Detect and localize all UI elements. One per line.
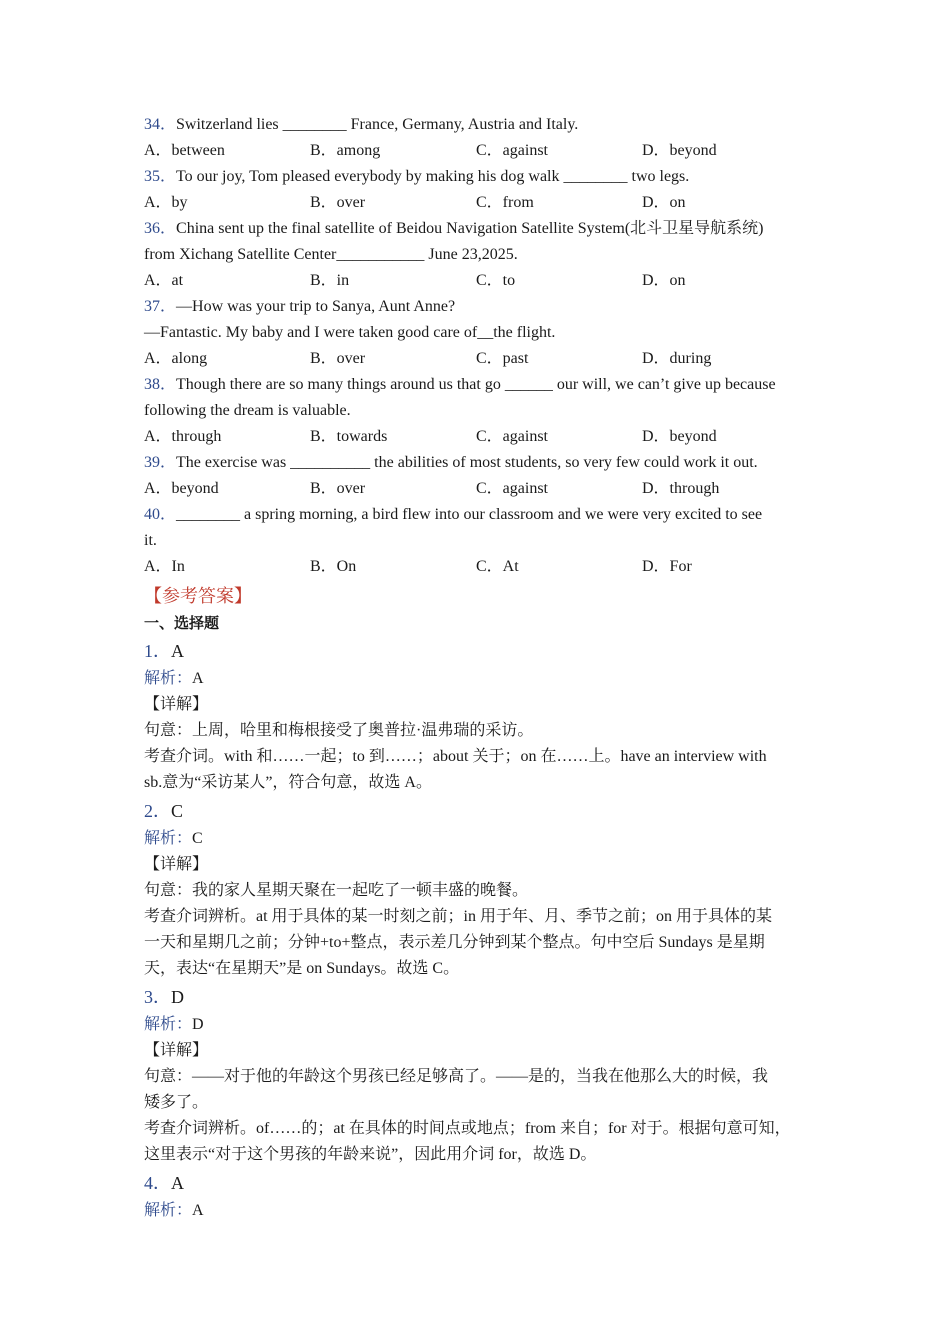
answer-letter: D bbox=[171, 987, 184, 1007]
option-d: D．beyond bbox=[642, 428, 717, 445]
question-stem bbox=[144, 112, 816, 138]
option-b: B．On bbox=[310, 558, 357, 575]
question-number: 36． bbox=[144, 220, 177, 237]
question-stem bbox=[144, 450, 816, 476]
question-number: 39． bbox=[144, 454, 177, 471]
detail-label: 【详解】 bbox=[144, 696, 209, 713]
option-d: D．during bbox=[642, 350, 712, 367]
answer-1 bbox=[144, 636, 816, 796]
option-b: B．among bbox=[310, 142, 381, 159]
answer-2 bbox=[144, 796, 816, 982]
answer-number: 1． bbox=[144, 641, 171, 661]
answer-number: 4． bbox=[144, 1173, 171, 1193]
analysis-line bbox=[144, 1012, 816, 1038]
explanation-line: 句意：上周，哈里和梅根接受了奥普拉·温弗瑞的采访。 bbox=[144, 722, 534, 739]
question-number: 35． bbox=[144, 168, 177, 185]
analysis-answer: A bbox=[192, 1202, 204, 1219]
option-a: A．through bbox=[144, 428, 222, 445]
question-number: 34． bbox=[144, 116, 177, 133]
option-c: C．against bbox=[476, 480, 548, 497]
analysis-answer: A bbox=[192, 670, 204, 687]
option-c: C．past bbox=[476, 350, 529, 367]
option-a: A．by bbox=[144, 194, 188, 211]
answer-4 bbox=[144, 1168, 816, 1224]
question-text: Switzerland lies ________ France, Germany, Austria and Italy. bbox=[176, 116, 579, 133]
option-c: C．from bbox=[476, 194, 534, 211]
analysis-label: 解析： bbox=[144, 670, 193, 687]
option-b: B．over bbox=[310, 480, 366, 497]
option-a: A．beyond bbox=[144, 480, 219, 497]
explanation-line: 这里表示“对于这个男孩的年龄来说”，因此用介词 for，故选 D。 bbox=[144, 1146, 597, 1163]
answer-title bbox=[144, 982, 816, 1012]
question-38 bbox=[144, 372, 816, 450]
answer-3 bbox=[144, 982, 816, 1168]
analysis-line bbox=[144, 826, 816, 852]
option-b: B．towards bbox=[310, 428, 388, 445]
option-c: C．At bbox=[476, 558, 519, 575]
answer-number: 3． bbox=[144, 987, 171, 1007]
answer-number: 2． bbox=[144, 801, 171, 821]
option-d: D．on bbox=[642, 194, 686, 211]
explanation-line: sb.意为“采访某人”，符合句意，故选 A。 bbox=[144, 774, 432, 791]
detail-label: 【详解】 bbox=[144, 1042, 209, 1059]
question-text-continued: —Fantastic. My baby and I were taken good care of__the flight. bbox=[144, 324, 556, 341]
option-a: A．between bbox=[144, 142, 225, 159]
options-row bbox=[144, 424, 816, 450]
question-text: To our joy, Tom pleased everybody by making his dog walk ________ two legs. bbox=[176, 168, 690, 185]
answer-letter: C bbox=[171, 801, 184, 821]
question-text: —How was your trip to Sanya, Aunt Anne? bbox=[176, 298, 456, 315]
option-d: D．For bbox=[642, 558, 692, 575]
question-36 bbox=[144, 216, 816, 294]
options-row bbox=[144, 554, 816, 580]
question-stem bbox=[144, 294, 816, 320]
explanation-line: 天，表达“在星期天”是 on Sundays。故选 C。 bbox=[144, 960, 460, 977]
analysis-answer: D bbox=[192, 1016, 204, 1033]
option-c: C．against bbox=[476, 142, 548, 159]
explanation-line: 句意：我的家人星期天聚在一起吃了一顿丰盛的晚餐。 bbox=[144, 882, 529, 899]
analysis-label: 解析： bbox=[144, 830, 193, 847]
section-title: 一、选择题 bbox=[144, 614, 220, 632]
question-35 bbox=[144, 164, 816, 216]
option-c: C．against bbox=[476, 428, 548, 445]
explanation-line: 考查介词辨析。at 用于具体的某一时刻之前；in 用于年、月、季节之前；on 用于具体的某 bbox=[144, 908, 772, 925]
answer-title bbox=[144, 796, 816, 826]
explanation-line: 考查介词。with 和……一起；to 到……；about 关于；on 在……上。have an interview with bbox=[144, 748, 767, 765]
option-a: A．at bbox=[144, 272, 184, 289]
answer-title bbox=[144, 1168, 816, 1198]
question-stem bbox=[144, 502, 816, 528]
answer-letter: A bbox=[171, 1173, 184, 1193]
answer-heading: 【参考答案】 bbox=[144, 586, 252, 606]
analysis-line bbox=[144, 1198, 816, 1224]
question-stem bbox=[144, 372, 816, 398]
analysis-label: 解析： bbox=[144, 1202, 193, 1219]
document-page bbox=[144, 112, 816, 1224]
question-number: 38． bbox=[144, 376, 177, 393]
options-row bbox=[144, 476, 816, 502]
question-stem bbox=[144, 164, 816, 190]
option-a: A．In bbox=[144, 558, 185, 575]
question-39 bbox=[144, 450, 816, 502]
option-d: D．through bbox=[642, 480, 720, 497]
analysis-label: 解析： bbox=[144, 1016, 193, 1033]
option-d: D．beyond bbox=[642, 142, 717, 159]
question-text-continued: from Xichang Satellite Center___________ June 23,2025. bbox=[144, 246, 518, 263]
question-number: 40． bbox=[144, 506, 177, 523]
explanation-line: 考查介词辨析。of……的；at 在具体的时间点或地点；from 来自；for 对于。根据句意可知， bbox=[144, 1120, 791, 1137]
options-row bbox=[144, 190, 816, 216]
question-37 bbox=[144, 294, 816, 372]
option-d: D．on bbox=[642, 272, 686, 289]
option-b: B．in bbox=[310, 272, 350, 289]
option-b: B．over bbox=[310, 350, 366, 367]
question-text-continued: following the dream is valuable. bbox=[144, 402, 351, 419]
question-40 bbox=[144, 502, 816, 580]
option-b: B．over bbox=[310, 194, 366, 211]
question-text: China sent up the final satellite of Beidou Navigation Satellite System(北斗卫星导航系统) bbox=[176, 220, 764, 237]
explanation-line: 句意：——对于他的年龄这个男孩已经足够高了。——是的，当我在他那么大的时候，我 bbox=[144, 1068, 769, 1085]
explanation-line: 矮多了。 bbox=[144, 1094, 209, 1111]
answer-title bbox=[144, 636, 816, 666]
option-c: C．to bbox=[476, 272, 516, 289]
analysis-answer: C bbox=[192, 830, 203, 847]
question-34 bbox=[144, 112, 816, 164]
analysis-line bbox=[144, 666, 816, 692]
question-text: ________ a spring morning, a bird flew into our classroom and we were very excited to see bbox=[176, 506, 763, 523]
detail-label: 【详解】 bbox=[144, 856, 209, 873]
option-a: A．along bbox=[144, 350, 208, 367]
options-row bbox=[144, 138, 816, 164]
question-text: The exercise was __________ the abilities of most students, so very few could work it out. bbox=[176, 454, 758, 471]
explanation-line: 一天和星期几之前；分钟+to+整点，表示差几分钟到某个整点。句中空后 Sundays 是星期 bbox=[144, 934, 765, 951]
answer-letter: A bbox=[171, 641, 184, 661]
question-text-continued: it. bbox=[144, 532, 157, 549]
options-row bbox=[144, 346, 816, 372]
question-text: Though there are so many things around us that go ______ our will, we can’t give up because bbox=[176, 376, 776, 393]
question-stem bbox=[144, 216, 816, 242]
options-row bbox=[144, 268, 816, 294]
question-number: 37． bbox=[144, 298, 177, 315]
